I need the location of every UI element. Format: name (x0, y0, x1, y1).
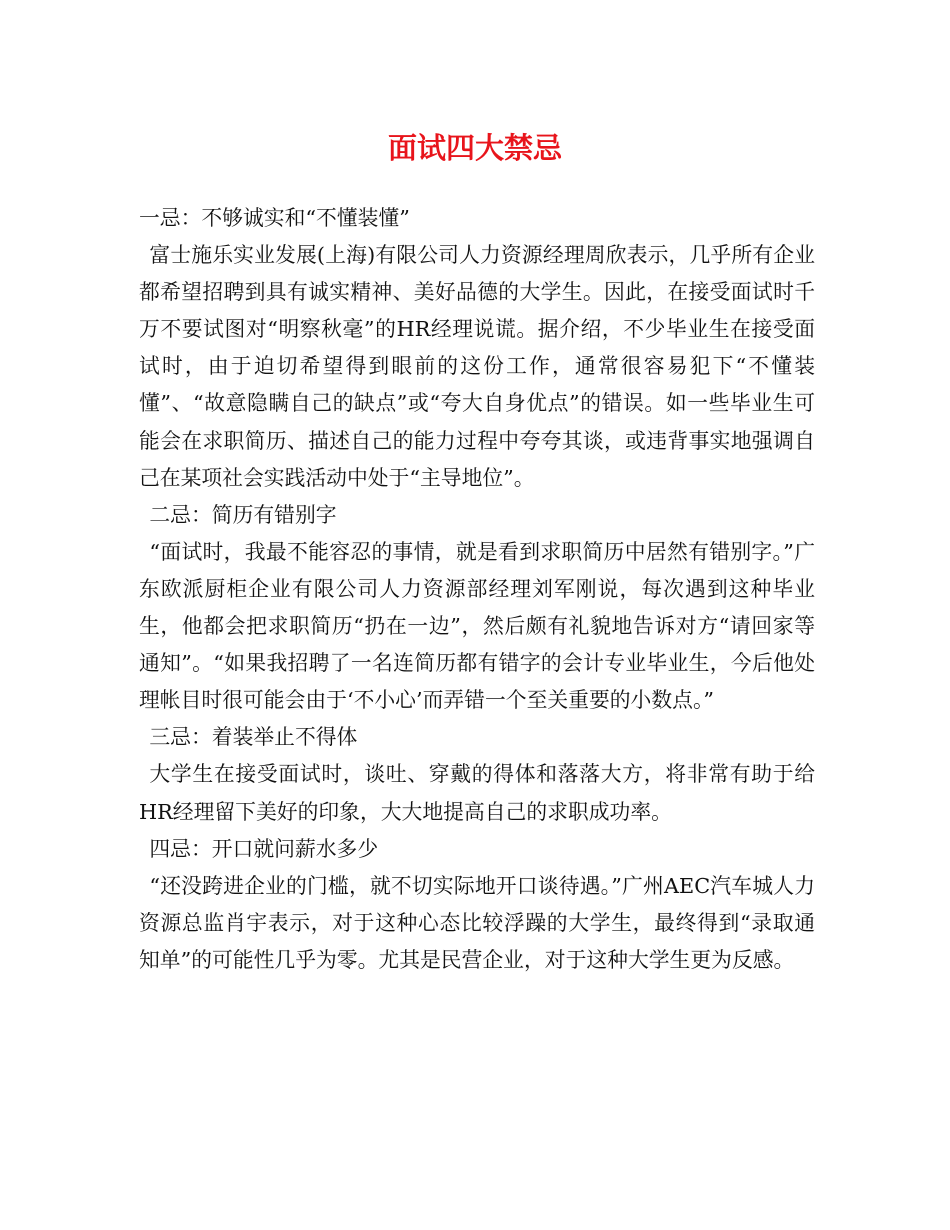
document-body (139, 200, 815, 979)
section-paragraph-4: “还没跨进企业的门槛，就不切实际地开口谈待遇。”广州AEC汽车城人力资源总监肖宇表示，对于这种心态比较浮躁的大学生，最终得到“录取通知单”的可能性几乎为零。尤其是民营企业，对于这种大学生更为反感。 (139, 873, 815, 972)
section-paragraph-1: 富士施乐实业发展(上海)有限公司人力资源经理周欣表示，几乎所有企业都希望招聘到具有诚实精神、美好品德的大学生。因此，在接受面试时千万不要试图对“明察秋毫”的HR经理说谎。据介绍，不少毕业生在接受面试时，由于迫切希望得到眼前的这份工作，通常很容易犯下“不懂装懂”、“故意隐瞒自己的缺点”或“夸大自身优点”的错误。如一些毕业生可能会在求职简历、描述自己的能力过程中夸夸其谈，或违背事实地强调自己在某项社会实践活动中处于“主导地位”。 (139, 243, 815, 490)
section-heading-3: 三忌：着装举止不得体 (149, 725, 358, 750)
section-paragraph-3: 大学生在接受面试时，谈吐、穿戴的得体和落落大方，将非常有助于给HR经理留下美好的印象，大大地提高自己的求职成功率。 (139, 762, 815, 824)
section-heading-4: 四忌：开口就问薪水多少 (149, 836, 379, 861)
section-paragraph-2: “面试时，我最不能容忍的事情，就是看到求职简历中居然有错别字。”广东欧派厨柜企业有限公司人力资源部经理刘军刚说，每次遇到这种毕业生，他都会把求职简历“扔在一边”，然后颇有礼貌地告诉对方“请回家等通知”。“如果我招聘了一名连简历都有错字的会计专业毕业生，今后他处理帐目时很可能会由于‘不小心’而弄错一个至关重要的小数点。” (139, 539, 815, 713)
document-title: 面试四大禁忌 (387, 131, 562, 165)
section-heading-2: 二忌：简历有错别字 (149, 502, 337, 527)
section-heading-1: 一忌：不够诚实和“不懂装懂” (139, 206, 410, 230)
